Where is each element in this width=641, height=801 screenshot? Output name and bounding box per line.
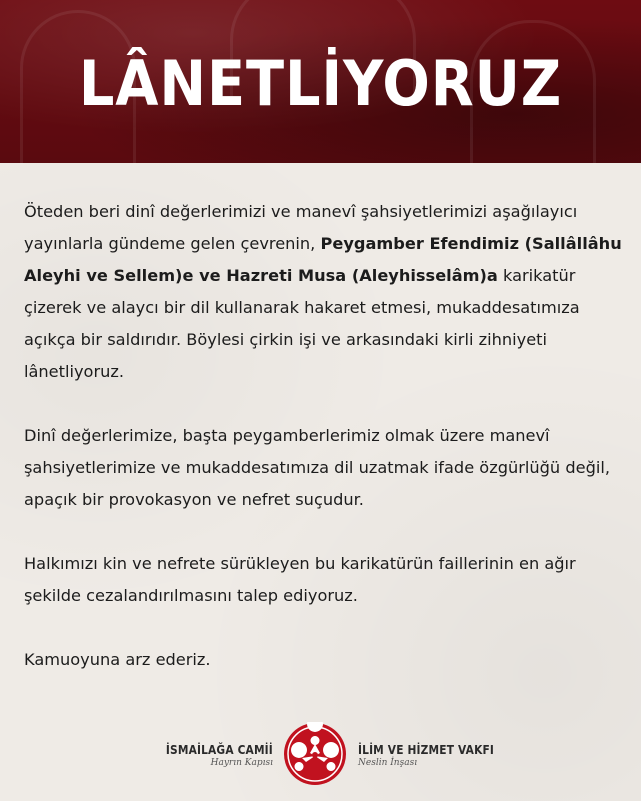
footer-signature [0, 716, 641, 796]
foundation-logo-icon [283, 722, 347, 786]
paragraph-4: Kamuoyuna arz ederiz. [24, 650, 211, 669]
right-organization [358, 742, 518, 768]
paragraph-1-text-a: Öteden beri dinî değerlerimizi ve manevî şahsiyetlerimizi aşağılayıcı yayınlarla gündeme gelen çevrenin, [24, 202, 578, 253]
paragraph-3: Halkımızı kin ve nefrete sürükleyen bu karikatürün faillerinin en ağır şekilde cezalandırılmasını talep ediyoruz. [24, 554, 576, 605]
left-org-tagline: Hayrın Kapısı [210, 758, 273, 768]
right-org-name: İLİM VE HİZMET VAKFI [358, 742, 495, 757]
paragraph-1 [24, 196, 624, 388]
statement-body [24, 196, 624, 708]
paragraph-2: Dinî değerlerimize, başta peygamberlerimiz olmak üzere manevî şahsiyetlerimize ve mukaddesatımıza dil uzatmak ifade özgürlüğü değil, apaçık bir provokasyon ve nefret suçudur. [24, 426, 610, 509]
right-org-tagline: Neslin İnşası [358, 758, 418, 768]
paragraph-1-text-b: karikatür çizerek ve alaycı bir dil kullanarak hakaret etmesi, mukaddesatımıza açıkça bir saldırıdır. Böylesi çirkin işi ve arkasındaki kirli zihniyeti lânetliyoruz. [24, 266, 580, 381]
page-title: LÂNETLİYORUZ [78, 47, 563, 120]
header-banner [0, 0, 641, 163]
left-org-name: İSMAİLAĞA CAMİİ [165, 742, 273, 757]
left-organization [147, 742, 273, 768]
paragraph-1-bold: Peygamber Efendimiz (Sallâllâhu Aleyhi ve Sellem)e ve Hazreti Musa (Aleyhisselâm)a [24, 234, 622, 285]
